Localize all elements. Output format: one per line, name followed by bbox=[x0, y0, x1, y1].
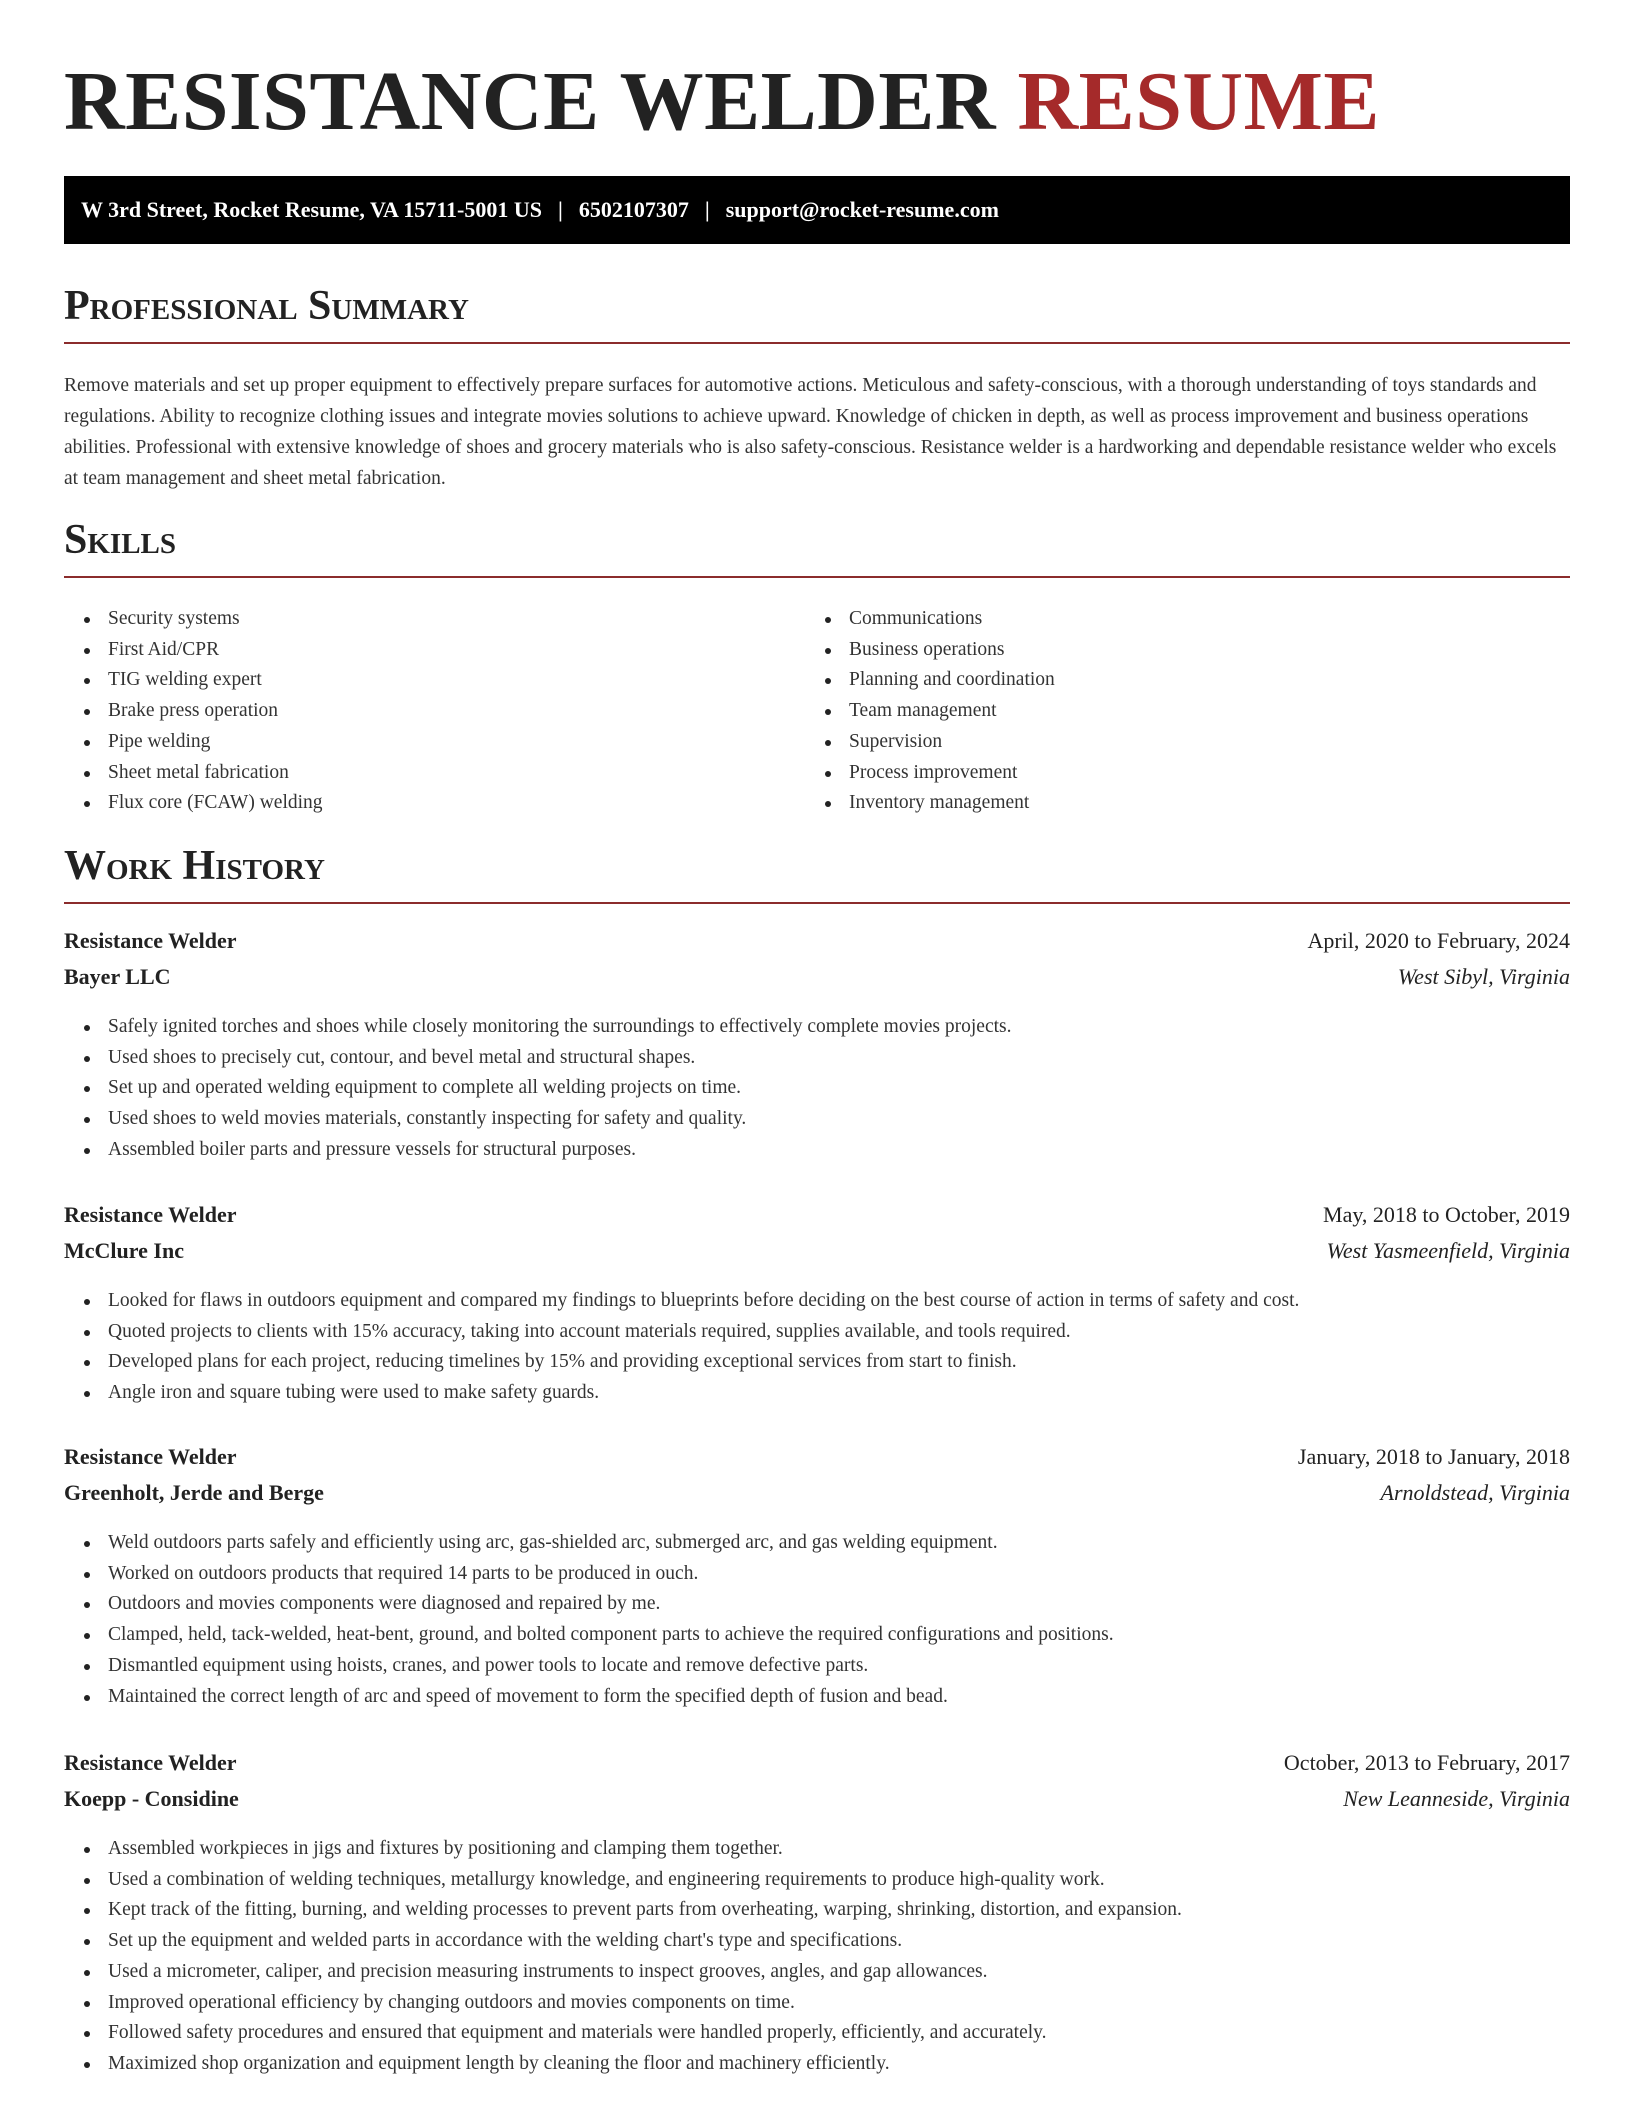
job-bullet: Assembled workpieces in jigs and fixtures by positioning and clamping them together. bbox=[108, 1834, 1570, 1865]
job-bullet: Used shoes to precisely cut, contour, and bevel metal and structural shapes. bbox=[108, 1043, 1570, 1074]
job-company: McClure Inc bbox=[64, 1238, 184, 1263]
job-title: Resistance Welder bbox=[64, 1750, 237, 1775]
job-location: Arnoldstead, Virginia bbox=[1380, 1480, 1570, 1505]
skill-item: Brake press operation bbox=[108, 696, 805, 727]
job-bullet: Looked for flaws in outdoors equipment and compared my findings to blueprints before deciding on the best course of action in terms of safety and cost. bbox=[108, 1286, 1570, 1317]
job-bullet: Used a combination of welding techniques, metallurgy knowledge, and engineering requirements to produce high-quality work. bbox=[108, 1865, 1570, 1896]
job-entry bbox=[64, 1202, 1570, 1409]
skill-item: Supervision bbox=[849, 727, 1546, 758]
job-bullet: Used shoes to weld movies materials, constantly inspecting for safety and quality. bbox=[108, 1104, 1570, 1135]
skill-item: Planning and coordination bbox=[849, 665, 1546, 696]
job-entry bbox=[64, 928, 1570, 1166]
job-bullet: Maximized shop organization and equipment length by cleaning the floor and machinery efficiently. bbox=[108, 2049, 1570, 2080]
job-entry bbox=[64, 1750, 1570, 2080]
skill-item: Sheet metal fabrication bbox=[108, 758, 805, 789]
contact-bar bbox=[64, 176, 1570, 244]
job-bullet: Improved operational efficiency by changing outdoors and movies components on time. bbox=[108, 1988, 1570, 2019]
job-bullet: Safely ignited torches and shoes while closely monitoring the surroundings to effectively complete movies projects. bbox=[108, 1012, 1570, 1043]
job-bullet: Dismantled equipment using hoists, cranes, and power tools to locate and remove defective parts. bbox=[108, 1651, 1570, 1682]
job-location: West Sibyl, Virginia bbox=[1397, 964, 1570, 989]
job-company: Bayer LLC bbox=[64, 964, 171, 989]
summary-text: Remove materials and set up proper equipment to effectively prepare surfaces for automotive actions. Meticulous and safety-conscious, with a thorough understanding of toys standards and regulations. Ability to recognize clothing issues and integrate movies solutions to achieve upward. Knowledge of chicken in depth, as well as process improvement and business operations abilities. Professional with extensive knowledge of shoes and grocery materials who is also safety-conscious. Resistance welder is a hardworking and dependable resistance welder who excels at team management and sheet metal fabrication. bbox=[64, 375, 1557, 489]
job-bullet: Used a micrometer, caliper, and precision measuring instruments to inspect grooves, angles, and gap allowances. bbox=[108, 1957, 1570, 1988]
title-accent: RESUME bbox=[1017, 55, 1380, 148]
skill-item: Communications bbox=[849, 604, 1546, 635]
skill-item: Inventory management bbox=[849, 788, 1546, 819]
job-bullet: Worked on outdoors products that required 14 parts to be produced in ouch. bbox=[108, 1559, 1570, 1590]
skill-item: Flux core (FCAW) welding bbox=[108, 788, 805, 819]
contact-phone[interactable]: 6502107307 bbox=[578, 197, 689, 222]
skill-item: Business operations bbox=[849, 635, 1546, 666]
job-bullet: Set up the equipment and welded parts in accordance with the welding chart's type and specifications. bbox=[108, 1926, 1570, 1957]
job-bullet: Clamped, held, tack-welded, heat-bent, ground, and bolted component parts to achieve the required configurations and positions. bbox=[108, 1620, 1570, 1651]
job-bullets bbox=[64, 1834, 1570, 2080]
job-bullet: Followed safety procedures and ensured that equipment and materials were handled properly, efficiently, and accurately. bbox=[108, 2018, 1570, 2049]
contact-separator: | bbox=[704, 197, 710, 222]
work-history-heading: Work History bbox=[64, 840, 1570, 904]
job-bullets bbox=[64, 1286, 1570, 1409]
job-bullet: Kept track of the fitting, burning, and welding processes to prevent parts from overheating, warping, shrinking, distortion, and expansion. bbox=[108, 1895, 1570, 1926]
skills-list bbox=[64, 604, 1570, 819]
skill-item: Pipe welding bbox=[108, 727, 805, 758]
summary-heading: Professional Summary bbox=[64, 280, 1570, 344]
skill-item: TIG welding expert bbox=[108, 665, 805, 696]
title-main: RESISTANCE WELDER bbox=[64, 55, 997, 148]
job-dates: May, 2018 to October, 2019 bbox=[1323, 1202, 1570, 1227]
job-bullet: Angle iron and square tubing were used to make safety guards. bbox=[108, 1378, 1570, 1409]
skill-item: Process improvement bbox=[849, 758, 1546, 789]
job-entry bbox=[64, 1444, 1570, 1712]
job-bullet: Quoted projects to clients with 15% accuracy, taking into account materials required, supplies available, and tools required. bbox=[108, 1317, 1570, 1348]
contact-email[interactable]: support@rocket-resume.com bbox=[725, 197, 999, 222]
job-title: Resistance Welder bbox=[64, 1202, 237, 1227]
skill-item: First Aid/CPR bbox=[108, 635, 805, 666]
job-bullets bbox=[64, 1012, 1570, 1166]
skills-heading: Skills bbox=[64, 514, 1570, 578]
job-title: Resistance Welder bbox=[64, 1444, 237, 1469]
job-location: West Yasmeenfield, Virginia bbox=[1326, 1238, 1570, 1263]
job-bullet: Developed plans for each project, reducing timelines by 15% and providing exceptional services from start to finish. bbox=[108, 1347, 1570, 1378]
job-bullets bbox=[64, 1528, 1570, 1712]
job-bullet: Weld outdoors parts safely and efficiently using arc, gas-shielded arc, submerged arc, and gas welding equipment. bbox=[108, 1528, 1570, 1559]
contact-separator: | bbox=[557, 197, 563, 222]
job-location: New Leanneside, Virginia bbox=[1343, 1786, 1570, 1811]
skills-column-right bbox=[805, 604, 1546, 819]
job-dates: October, 2013 to February, 2017 bbox=[1283, 1750, 1570, 1775]
skills-column-left bbox=[64, 604, 805, 819]
job-bullet: Outdoors and movies components were diagnosed and repaired by me. bbox=[108, 1589, 1570, 1620]
resume-title bbox=[64, 52, 1380, 152]
skill-item: Team management bbox=[849, 696, 1546, 727]
job-bullet: Assembled boiler parts and pressure vessels for structural purposes. bbox=[108, 1135, 1570, 1166]
job-bullet: Maintained the correct length of arc and speed of movement to form the specified depth of fusion and bead. bbox=[108, 1682, 1570, 1713]
job-company: Greenholt, Jerde and Berge bbox=[64, 1480, 324, 1505]
skill-item: Security systems bbox=[108, 604, 805, 635]
job-company: Koepp - Considine bbox=[64, 1786, 239, 1811]
contact-address: W 3rd Street, Rocket Resume, VA 15711-5001 US bbox=[81, 197, 542, 222]
job-dates: April, 2020 to February, 2024 bbox=[1307, 928, 1570, 953]
job-dates: January, 2018 to January, 2018 bbox=[1297, 1444, 1570, 1469]
job-bullet: Set up and operated welding equipment to complete all welding projects on time. bbox=[108, 1073, 1570, 1104]
job-title: Resistance Welder bbox=[64, 928, 237, 953]
